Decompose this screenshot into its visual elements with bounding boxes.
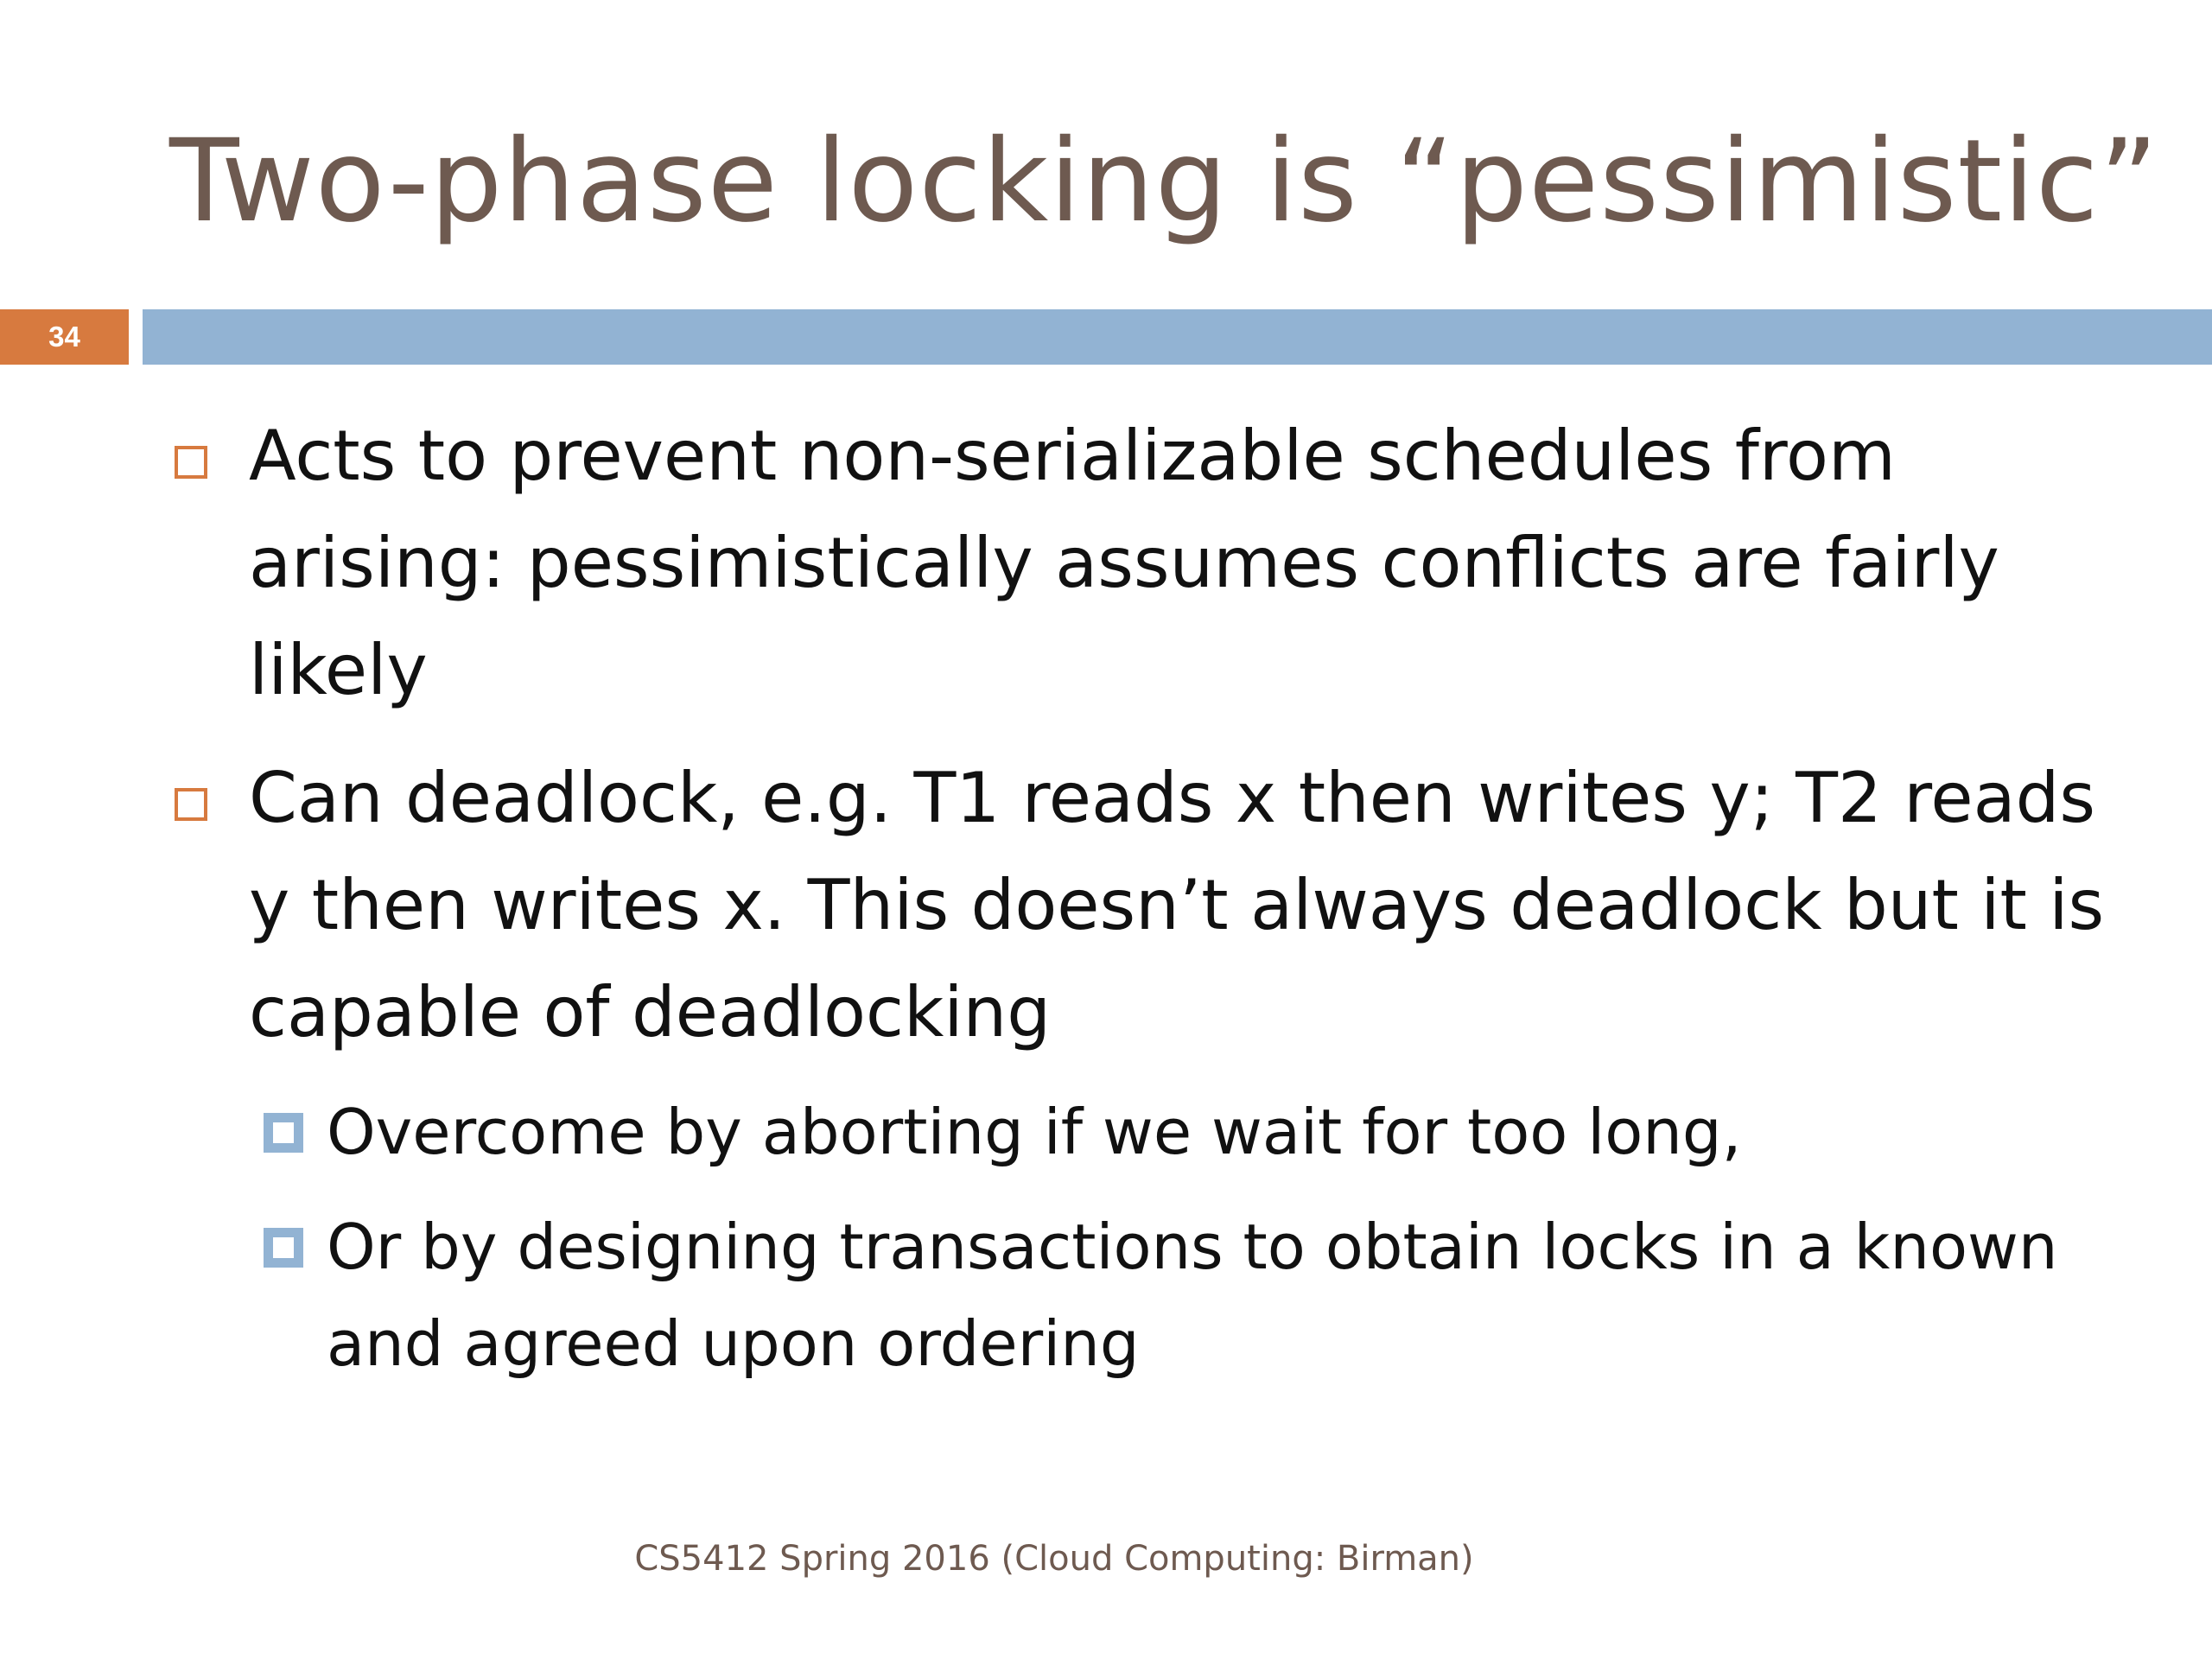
filled-square-bullet-icon — [264, 1113, 303, 1153]
bullet-item: Can deadlock, e.g. T1 reads x then writes y; T2 reads y then writes x. This doesn’t always deadlock but it is capable of deadlocking — [249, 758, 2105, 1052]
square-bullet-icon — [175, 446, 207, 479]
filled-square-bullet-icon — [264, 1228, 303, 1268]
slide-footer — [0, 1535, 2212, 1583]
sub-bullet-item: Overcome by aborting if we wait for too long, — [327, 1096, 1742, 1168]
square-bullet-icon — [175, 788, 207, 821]
sub-bullet-item: Or by designing transactions to obtain locks in a known and agreed upon ordering — [327, 1211, 2058, 1380]
page-number-badge: 34 — [0, 309, 129, 365]
footer-text: CS5412 Spring 2016 (Cloud Computing: Birman) — [634, 1539, 1474, 1579]
bullet-item: Acts to prevent non-serializable schedules from arising: pessimistically assumes conflicts are fairly likely — [249, 416, 1999, 710]
slide-title: Two-phase locking is “pessimistic” — [169, 115, 2159, 248]
